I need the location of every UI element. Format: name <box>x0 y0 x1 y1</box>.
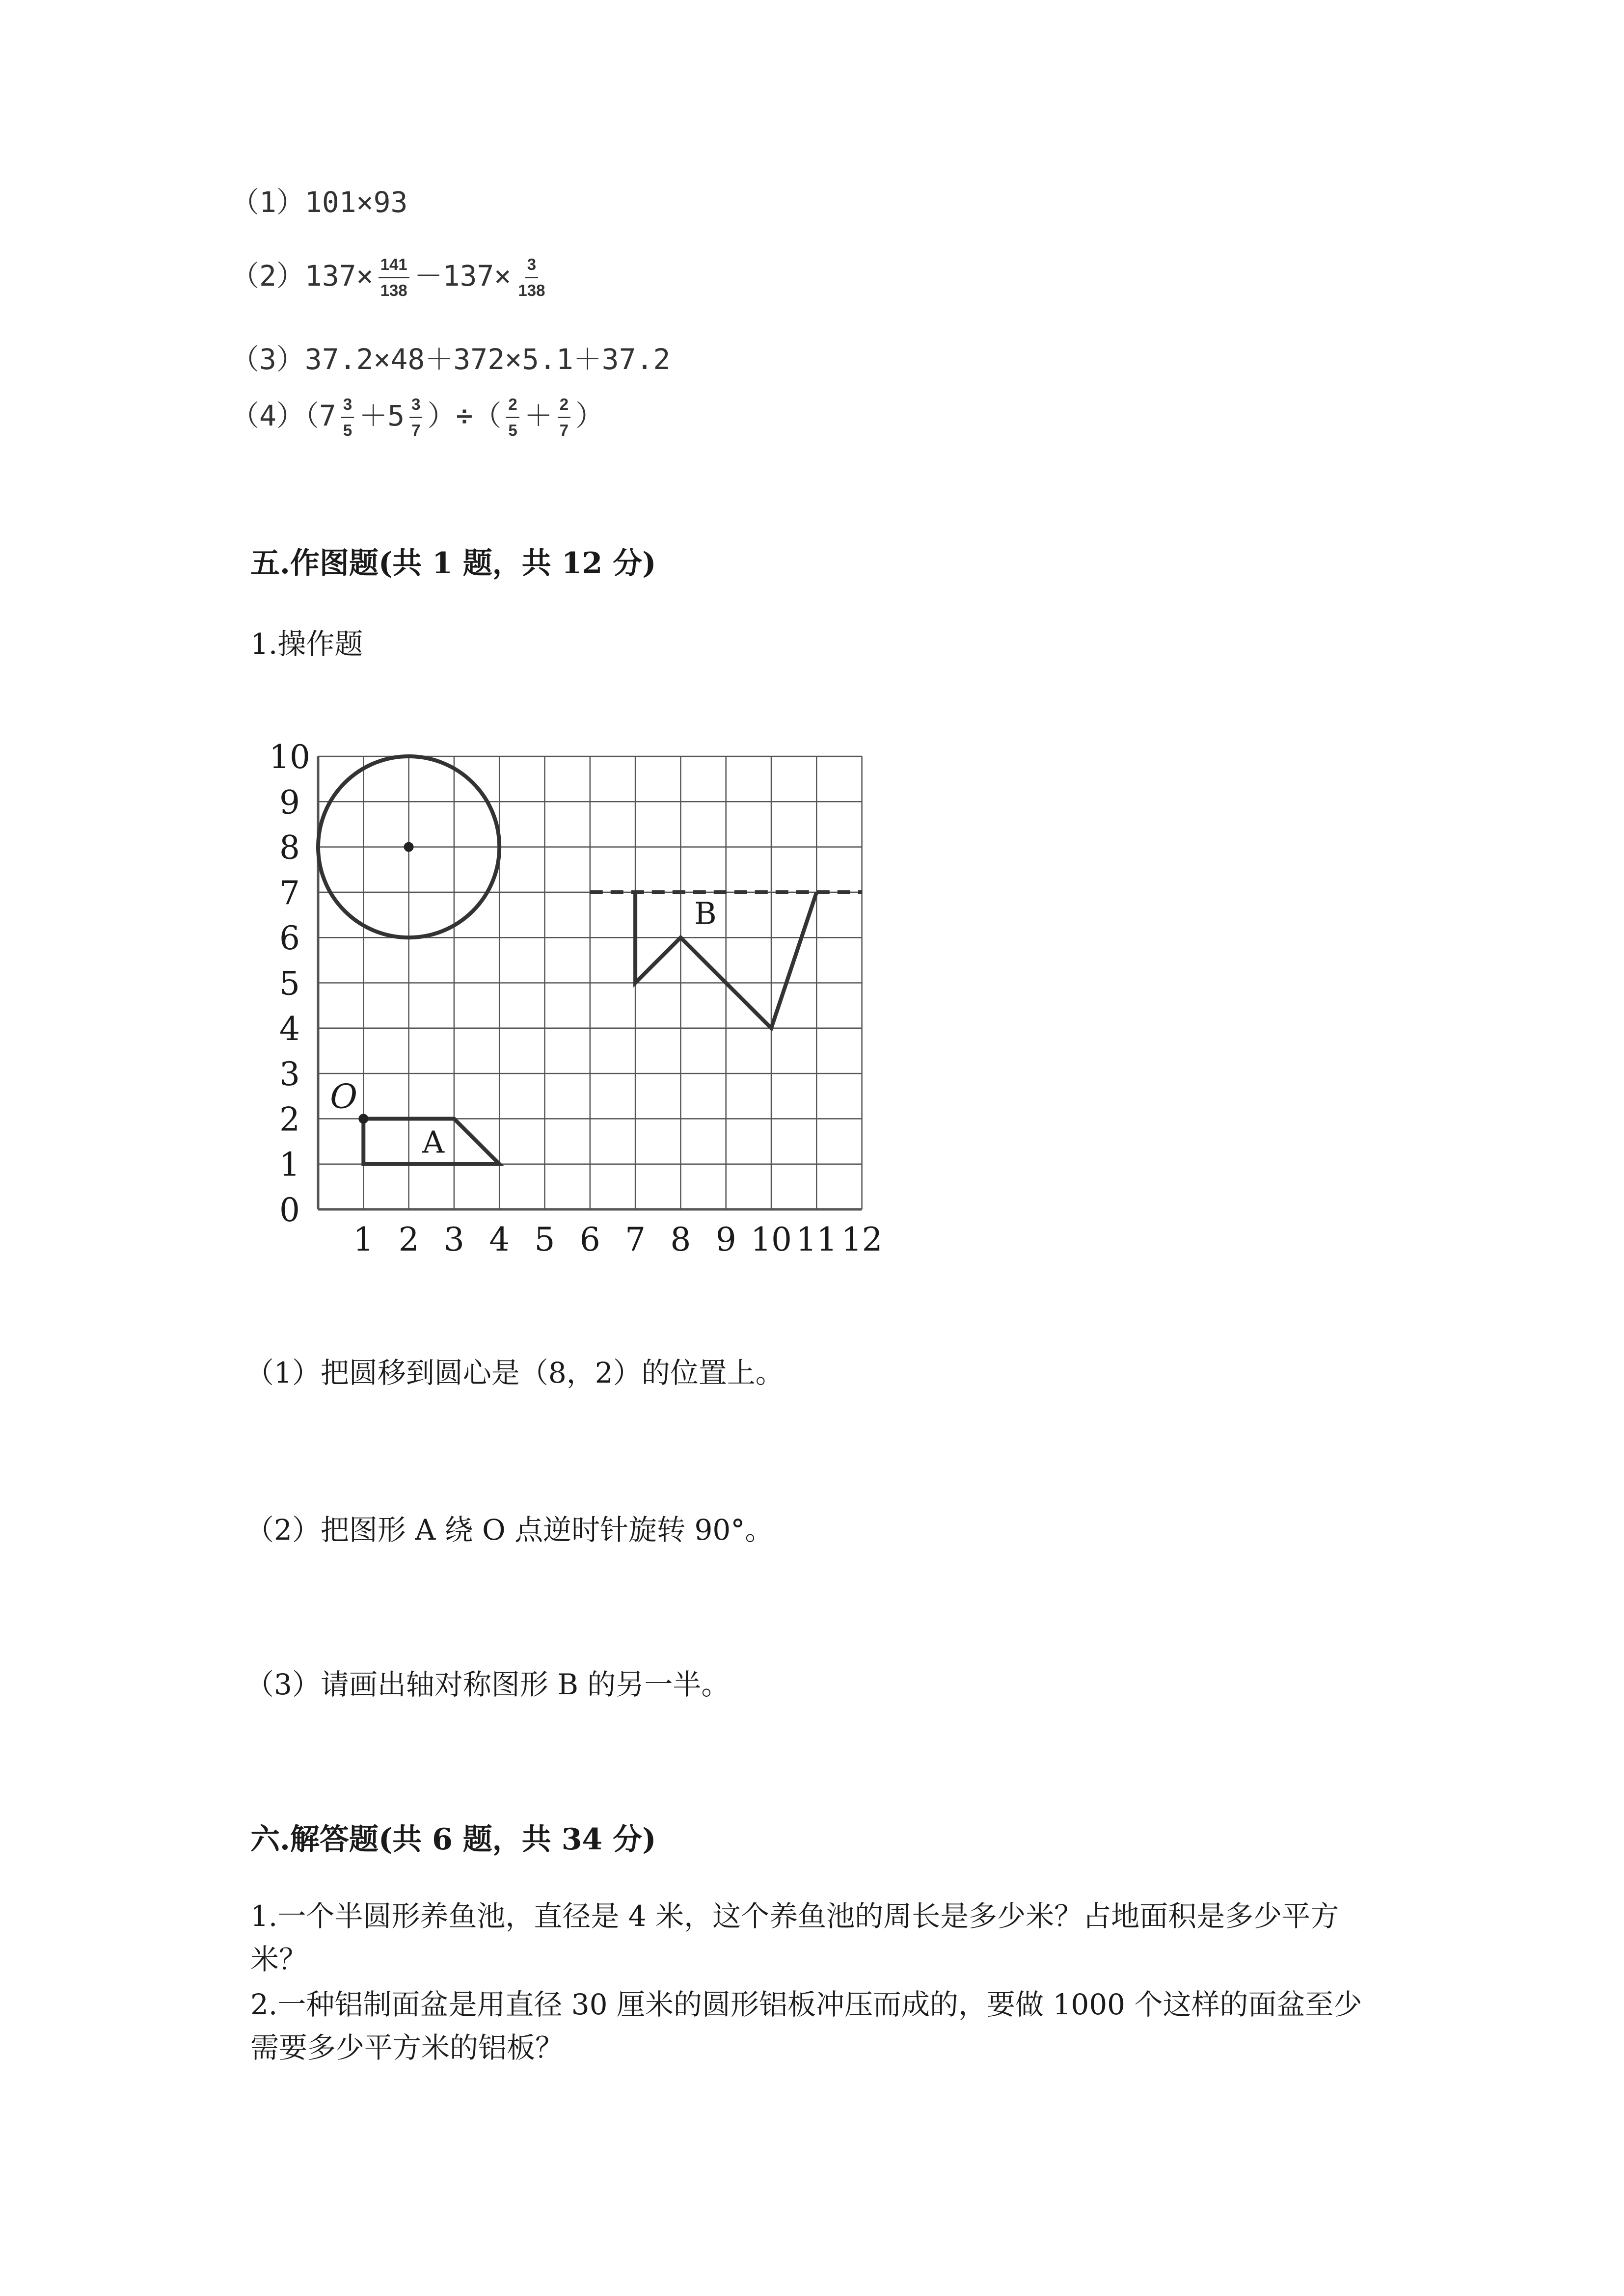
x-tick-label: 9 <box>715 1221 736 1258</box>
fraction: $\frac{3}{7}$ <box>409 395 422 440</box>
y-tick-label: 1 <box>279 1146 300 1184</box>
section6-q2: 2.一种铝制面盆是用直径 30 厘米的圆形铝板冲压而成的，要做 1000 个这样的面盆至少需要多少平方米的铝板？ <box>250 1988 1362 2064</box>
x-tick-label: 5 <box>534 1221 555 1258</box>
x-tick-labels <box>353 1221 882 1258</box>
x-tick-label: 6 <box>579 1221 600 1258</box>
task-1: （1）把圆移到圆心是（8，2）的位置上。 <box>245 1356 784 1389</box>
section5-q1-title: 1.操作题 <box>250 627 363 661</box>
fraction: $\frac{2}{7}$ <box>558 395 570 440</box>
task-3: （3）请画出轴对称图形 B 的另一半。 <box>245 1668 730 1701</box>
x-tick-label: 12 <box>841 1221 883 1258</box>
y-tick-label: 8 <box>279 828 300 867</box>
y-tick-label: 6 <box>279 919 300 958</box>
y-tick-label: 7 <box>279 874 300 912</box>
calc-q2-term-b: －137× <box>414 259 512 293</box>
fraction: $\frac{2}{5}$ <box>506 395 519 440</box>
fraction: $\frac{3}{5}$ <box>341 395 354 440</box>
calc-q1-expr: 101×93 <box>304 186 408 219</box>
x-tick-label: 1 <box>353 1221 374 1258</box>
x-tick-label: 3 <box>443 1221 464 1258</box>
circle-center-point <box>404 842 414 852</box>
y-tick-label: 3 <box>279 1055 300 1094</box>
x-tick-label: 2 <box>398 1221 419 1258</box>
point-o <box>358 1114 368 1123</box>
section6-title: 六.解答题(共 6 题，共 34 分) <box>250 1822 656 1857</box>
x-tick-label: 10 <box>751 1221 792 1258</box>
fraction: $\frac{141}{138}$ <box>379 255 409 300</box>
calc-q4: （4）（7 $\frac{3}{5}$ ＋5 $\frac{3}{7}$ ）÷（ $\frac{2}{5}$ ＋ $\frac{2}{7}$ ） <box>231 395 604 440</box>
grid-lines <box>318 756 862 1209</box>
calc-q3-expr: 37.2×48＋372×5.1＋37.2 <box>304 343 671 376</box>
y-tick-label: 9 <box>279 783 300 822</box>
calc-q1-label: （1） <box>231 186 305 219</box>
shape-a-label: A <box>422 1124 445 1160</box>
x-tick-label: 11 <box>796 1221 838 1258</box>
calc-q2-label: （2） <box>231 259 305 293</box>
shape-b-label: B <box>694 895 717 932</box>
point-o-label: O <box>330 1077 358 1117</box>
x-tick-label: 4 <box>489 1221 510 1258</box>
calc-q4-label: （4） <box>231 399 305 432</box>
section6-q1: 1.一个半圆形养鱼池，直径是 4 米，这个养鱼池的周长是多少米？占地面积是多少平方米？ <box>250 1899 1339 1976</box>
task-2: （2）把图形 A 绕 O 点逆时针旋转 90°。 <box>245 1513 774 1547</box>
calc-q2-term-a: 137× <box>304 259 374 293</box>
section5-title: 五.作图题(共 1 题，共 12 分) <box>250 546 656 581</box>
y-tick-label: 2 <box>279 1100 300 1139</box>
fraction: $\frac{3}{138}$ <box>518 255 545 300</box>
y-tick-label: 0 <box>279 1191 300 1229</box>
x-tick-label: 8 <box>670 1221 691 1258</box>
calc-q3-label: （3） <box>231 343 305 376</box>
y-tick-label: 5 <box>279 964 300 1003</box>
y-tick-labels <box>269 738 310 1229</box>
y-tick-label: 10 <box>269 738 310 776</box>
x-tick-label: 7 <box>625 1221 646 1258</box>
y-tick-label: 4 <box>279 1010 300 1048</box>
